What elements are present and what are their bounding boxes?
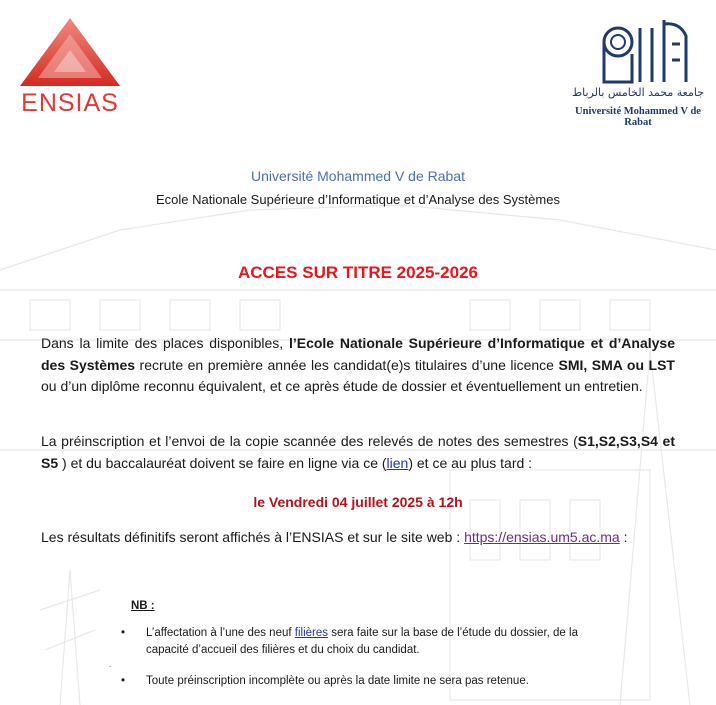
registration-link[interactable]: lien bbox=[386, 454, 409, 471]
registration-text-2: ) et du baccalauréat doivent se faire en ligne via ce ( bbox=[58, 454, 387, 471]
bullet-icon: • bbox=[121, 675, 126, 687]
ensias-logo bbox=[8, 12, 132, 117]
deadline-text: le Vendredi 04 juillet 2025 à 12h bbox=[253, 494, 463, 510]
stray-mark: . bbox=[109, 660, 112, 669]
registration-text-1: La préinscription et l’envoi de la copie scannée des relevés de notes des semestres ( bbox=[41, 433, 578, 449]
intro-text-1: Dans la limite des places disponibles, bbox=[41, 335, 289, 351]
bullet-icon: • bbox=[121, 627, 126, 639]
results-text-2: : bbox=[619, 529, 628, 545]
item1-text-1: L’affectation à l’une des neuf bbox=[146, 627, 295, 639]
registration-paragraph bbox=[41, 431, 675, 474]
university-name: Université Mohammed V de Rabat bbox=[251, 168, 465, 184]
ensias-triangle-icon bbox=[8, 12, 132, 92]
ensias-wordmark: ENSIAS bbox=[21, 89, 119, 117]
item1-text-2: sera faite sur la base de l’étude du dossier, de la capacité d’accueil des filières et du choix du candidat. bbox=[146, 627, 578, 656]
intro-degrees-bold: SMI, SMA ou LST bbox=[558, 356, 675, 373]
intro-text-3: ou d’un diplôme reconnu équivalent, et ce après étude de dossier et éventuellement un entretien. bbox=[41, 378, 643, 394]
school-name: Ecole Nationale Supérieure d’Informatique et d’Analyse des Systèmes bbox=[156, 192, 560, 207]
um5-emblem-icon bbox=[568, 14, 708, 86]
list-item-text bbox=[146, 625, 596, 659]
um5-logo bbox=[568, 14, 708, 128]
page-title: ACCES SUR TITRE 2025-2026 bbox=[238, 263, 478, 282]
nb-label: NB : bbox=[131, 600, 155, 612]
semesters-bold: S1,S2,S3,S4 et S5 bbox=[41, 433, 675, 471]
um5-latin-name: Université Mohammed V de Rabat bbox=[575, 106, 701, 128]
registration-text-3: ) et ce au plus tard : bbox=[408, 454, 533, 471]
results-text-1: Les résultats définitifs seront affichés à l’ENSIAS et sur le site web : bbox=[41, 529, 465, 545]
intro-text-2: recrute en première année les candidat(e)s titulaires d’une licence bbox=[135, 356, 559, 373]
building-watermark bbox=[0, 150, 716, 705]
intro-school-bold: l’Ecole Nationale Supérieure d’Informatique et d’Analyse des Systèmes bbox=[41, 335, 675, 373]
um5-arabic-name: جامعة محمد الخامس بالرباط bbox=[571, 86, 705, 99]
intro-paragraph bbox=[41, 333, 675, 398]
website-link[interactable]: https://ensias.um5.ac.ma bbox=[464, 529, 620, 545]
filieres-link[interactable]: filières bbox=[294, 627, 328, 639]
list-item-text: Toute préinscription incomplète ou après la date limite ne sera pas retenue. bbox=[146, 675, 529, 687]
results-paragraph bbox=[41, 527, 675, 549]
